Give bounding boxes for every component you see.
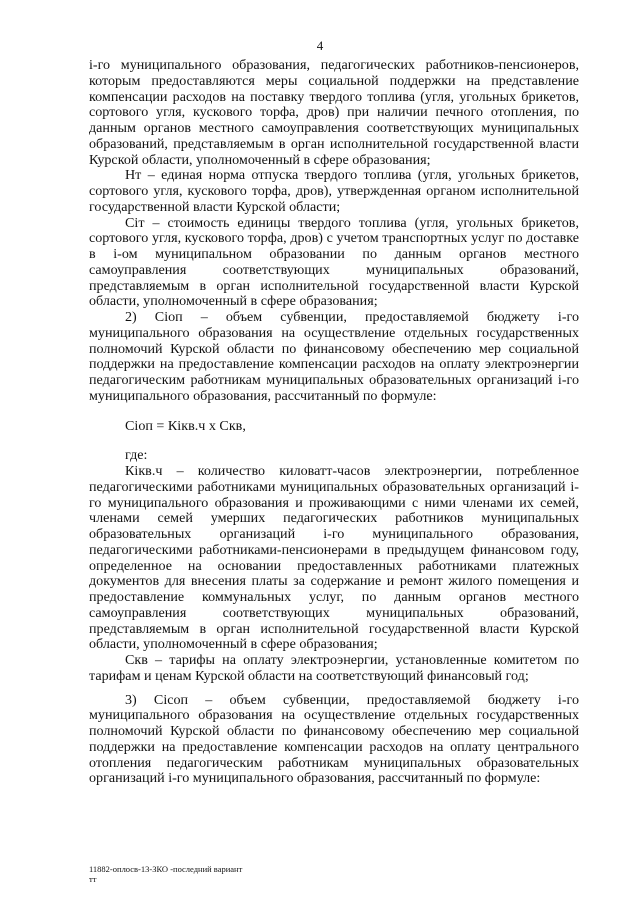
paragraph-nt-definition: Нт – единая норма отпуска твердого топлива (угля, угольных брикетов, сортового угля, кускового торфа, дров), утвержденная органом исполнительной государственной власти Курской области; [89, 167, 579, 215]
paragraph-where: где: [125, 447, 148, 464]
paragraph-continuation: i-го муниципального образования, педагогических работников-пенсионеров, которым предоставляются меры социальной поддержки на представление компенсации расходов на поставку твердого топлива (угля, угольных брикетов, сортового угля, кускового торфа, дров) при наличии печного отопления, по данным органов местного самоуправления соответствующих муниципальных образований, представляемым в орган исполнительной государственной власти Курской области, уполномоченный в сфере образования; [89, 57, 579, 168]
paragraph-item-2: 2) Cіоп – объем субвенции, предоставляемой бюджету і-го муниципального образования на осуществление отдельных государственных полномочий Курской области по финансовому обеспечению мер социальной поддержки на предоставление компенсации расходов на оплату электроэнергии педагогическим работникам муниципальных образовательных организаций і-го муниципального образования, рассчитанный по формуле: [89, 309, 579, 404]
paragraph-item-3: 3) Cісоп – объем субвенции, предоставляемой бюджету і-го муниципального образования на осуществление отдельных государственных полномочий Курской области по финансовому обеспечению мер социальной поддержки на предоставление компенсации расходов на оплату центрального отопления педагогическим работникам муниципальных образовательных организаций і-го муниципального образования, рассчитанный по формуле: [89, 691, 579, 787]
footer-file-reference: 11882-оплосв-13-ЗКО -последний вариант [89, 864, 243, 874]
footer-initials: тт [89, 874, 97, 884]
page-number: 4 [316, 38, 324, 53]
document-body [89, 58, 579, 787]
paragraph-cit-definition: Cіт – стоимость единицы твердого топлива (угля, угольных брикетов, сортового угля, кускового торфа, дров) с учетом транспортных услуг по доставке в і-ом муниципальном образовании по данным органов местного самоуправления соответствующих муниципальных образований, представляемым в орган исполнительной государственной власти Курской области, уполномоченный в сфере образования; [89, 214, 579, 310]
formula-ciop: Cіоп = Кікв.ч х Скв, [125, 417, 246, 434]
document-footer [89, 864, 242, 884]
paragraph-kikv-definition: Кікв.ч – количество киловатт-часов электроэнергии, потребленное педагогическими работниками муниципальных образовательных организаций і-го муниципального образования и проживающими с ними членами их семей, членами семей умерших педагогических работников муниципальных образовательных организаций і-го муниципального образования, педагогическими работниками-пенсионерами в предыдущем финансовом году, определенное на основании предоставленных работниками платежных документов для внесения платы за содержание и ремонт жилого помещения и предоставление коммунальных услуг, по данным органов местного самоуправления соответствующих муниципальных образований, представляемым в орган исполнительной государственной власти Курской области, уполномоченный в сфере образования; [89, 463, 579, 653]
paragraph-skv-definition: Скв – тарифы на оплату электроэнергии, установленные комитетом по тарифам и ценам Курской области на соответствующий финансовый год; [89, 652, 579, 684]
